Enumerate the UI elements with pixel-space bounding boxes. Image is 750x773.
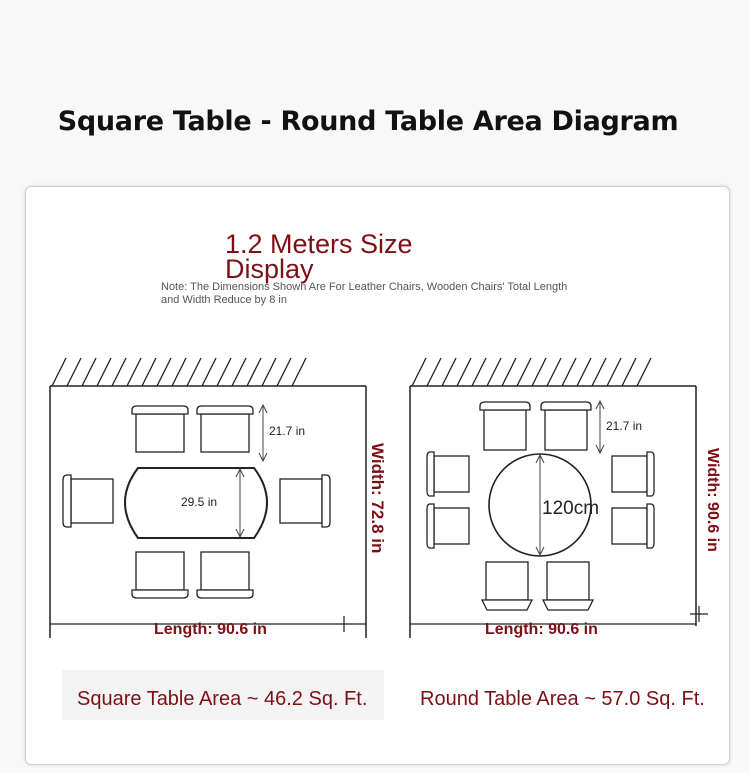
square-chair-depth-label: 21.7 in bbox=[269, 424, 306, 438]
note-text: Note: The Dimensions Shown Are For Leather Chairs, Wooden Chairs' Total Length and Width Reduce by 8 in bbox=[161, 281, 568, 306]
size-heading: 1.2 Meters Size Display bbox=[225, 229, 413, 284]
square-area-label: Square Table Area ~ 46.2 Sq. Ft. bbox=[62, 670, 384, 720]
round-width-label: Width: 90.6 in bbox=[704, 448, 721, 552]
round-chair-depth-label: 21.7 in bbox=[606, 419, 643, 433]
round-area-label: Round Table Area ~ 57.0 Sq. Ft. bbox=[420, 688, 705, 710]
round-diameter-label: 120cm bbox=[542, 498, 600, 519]
square-width-label: Width: 72.8 in bbox=[368, 443, 387, 554]
square-length-label: Length: 90.6 in bbox=[154, 621, 267, 638]
round-length-label: Length: 90.6 in bbox=[485, 621, 598, 638]
page-title: Square Table - Round Table Area Diagram bbox=[57, 106, 679, 137]
square-table-width-label: 29.5 in bbox=[181, 495, 218, 509]
